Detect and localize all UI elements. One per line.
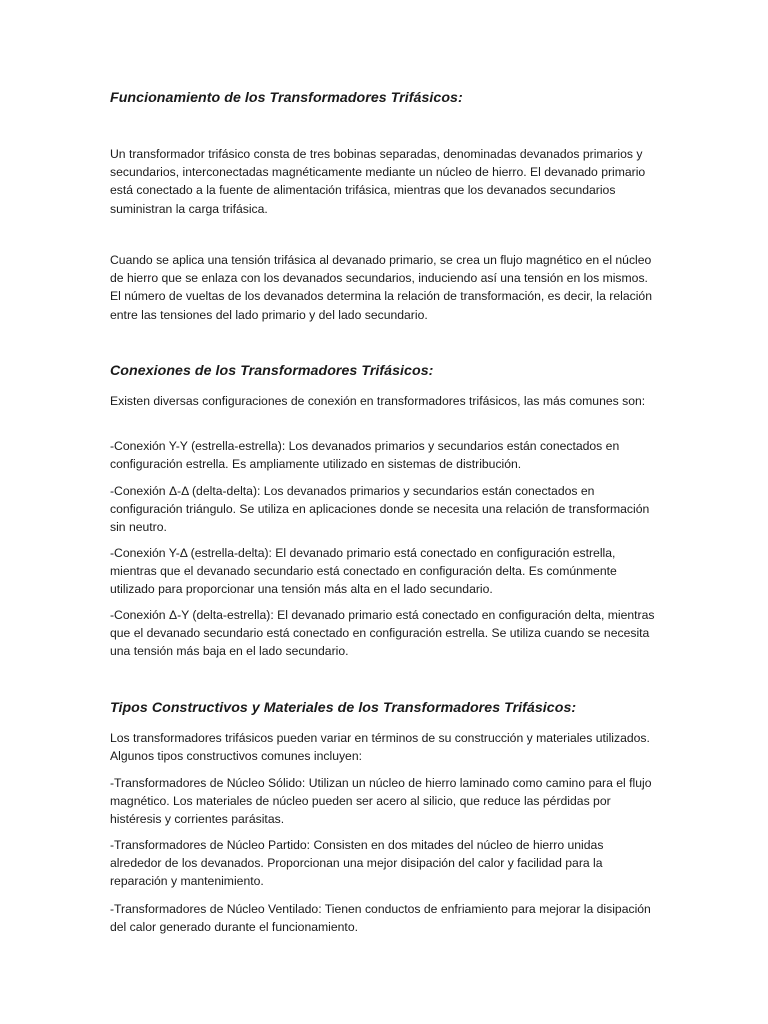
list-item: -Conexión Y-Δ (estrella-delta): El devanado primario está conectado en configuración estrella, mientras que el devanado secundario está conectado en configuración delta. Es comúnmente utilizado para proporcionar una tensión más alta en el lado secundario.	[110, 546, 617, 597]
section-heading-funcionamiento: Funcionamiento de los Transformadores Trifásicos:	[110, 90, 463, 106]
list-item: -Conexión Y-Y (estrella-estrella): Los devanados primarios y secundarios están conectados en configuración estrella. Es ampliamente utilizado en sistemas de distribución.	[110, 439, 620, 472]
paragraph: Existen diversas configuraciones de conexión en transformadores trifásicos, las más comunes son:	[110, 394, 646, 408]
list-item: -Transformadores de Núcleo Partido: Consisten en dos mitades del núcleo de hierro unidas alrededor de los devanados. Proporcionan una mejor disipación del calor y facilidad para la reparación y mantenimiento.	[110, 838, 604, 889]
list-item: -Transformadores de Núcleo Sólido: Utilizan un núcleo de hierro laminado como camino para el flujo magnético. Los materiales de núcleo pueden ser acero al silicio, que reduce las pérdidas por histéresis y corrientes parásitas.	[110, 776, 652, 827]
list-item: -Conexión Δ-Y (delta-estrella): El devanado primario está conectado en configuración delta, mientras que el devanado secundario está conectado en configuración estrella. Se utiliza cuando se necesita una tensión más baja en el lado secundario.	[110, 608, 655, 659]
paragraph: Los transformadores trifásicos pueden variar en términos de su construcción y materiales utilizados. Algunos tipos constructivos comunes incluyen:	[110, 731, 650, 764]
paragraph: Un transformador trifásico consta de tres bobinas separadas, denominadas devanados primarios y secundarios, interconectadas magnéticamente mediante un núcleo de hierro. El devanado primario está conectado a la fuente de alimentación trifásica, mientras que los devanados secundarios suministran la carga trifásica.	[110, 147, 646, 216]
section-heading-tipos-constructivos: Tipos Constructivos y Materiales de los Transformadores Trifásicos:	[110, 700, 577, 716]
paragraph: Cuando se aplica una tensión trifásica al devanado primario, se crea un flujo magnético en el núcleo de hierro que se enlaza con los devanados secundarios, induciendo así una tensión en los mismos. El número de vueltas de los devanados determina la relación de transformación, es decir, la relación entre las tensiones del lado primario y del lado secundario.	[110, 253, 652, 322]
section-heading-conexiones: Conexiones de los Transformadores Trifásicos:	[110, 363, 434, 379]
list-item: -Transformadores de Núcleo Ventilado: Tienen conductos de enfriamiento para mejorar la disipación del calor generado durante el funcionamiento.	[110, 902, 651, 935]
list-item: -Conexión Δ-Δ (delta-delta): Los devanados primarios y secundarios están conectados en configuración triángulo. Se utiliza en aplicaciones donde se necesita una relación de transformación sin neutro.	[110, 484, 650, 535]
